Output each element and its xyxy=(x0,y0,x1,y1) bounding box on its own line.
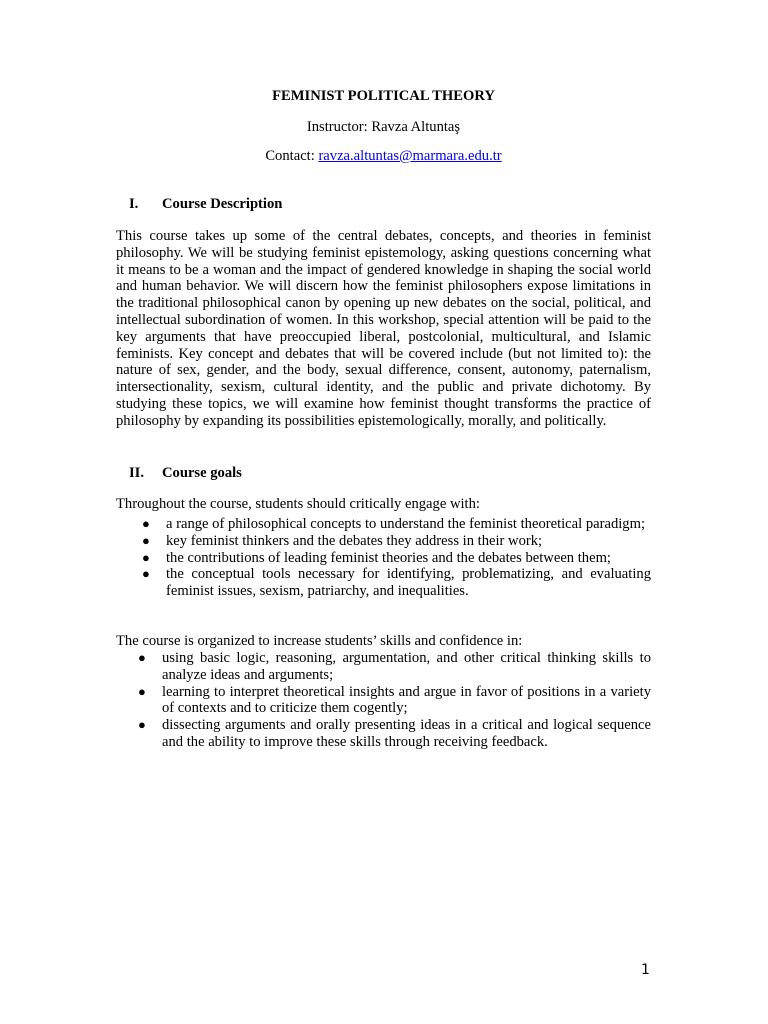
contact-line xyxy=(116,148,651,165)
bullet-icon: ● xyxy=(142,566,150,582)
bullet-icon: ● xyxy=(142,532,150,548)
section-number: II. xyxy=(129,465,145,481)
list-item xyxy=(116,550,651,567)
bullet-icon: ● xyxy=(138,650,146,665)
course-description-paragraph: This course takes up some of the central debates, concepts, and theories in feminist philosophy. We will be studying feminist epistemology, asking questions concerning what it means to be a woman and the impact of gendered knowledge in shaping the social world and human behavior. We will discern how the feminist philosophers expose limitations in the traditional philosophical canon by opening up new debates on the social, political, and intellectual subordination of women. In this workshop, special attention will be paid to the key arguments that have preoccupied liberal, postcolonial, multicultural, and Islamic feminists. Key concept and debates that will be covered include (but not limited to): the nature of sex, gender, and the body, sexual difference, consent, autonomy, paternalism, intersectionality, sexism, cultural identity, and the public and private dichotomy. By studying these topics, we will examine how feminist thought transforms the practice of philosophy by expanding its possibilities epistemologically, morally, and politically. xyxy=(116,228,651,429)
list-item xyxy=(116,717,651,751)
document-title: FEMINIST POLITICAL THEORY xyxy=(272,88,495,104)
list-item-text: the conceptual tools necessary for identifying, problematizing, and evaluating feminist issues, sexism, patriarchy, and inequalities. xyxy=(166,566,651,600)
goals-intro-paragraph: Throughout the course, students should critically engage with: xyxy=(116,496,480,512)
list-item-text: a range of philosophical concepts to understand the feminist theoretical paradigm; xyxy=(166,516,646,532)
list-item-text: the contributions of leading feminist theories and the debates between them; xyxy=(166,549,611,566)
goals-list xyxy=(116,516,651,600)
contact-email-link[interactable]: ravza.altuntas@marmara.edu.tr xyxy=(318,148,502,164)
bullet-icon: ● xyxy=(142,549,150,565)
skills-list xyxy=(116,650,651,751)
instructor-line: Instructor: Ravza Altuntaş xyxy=(306,119,461,135)
list-item-text: dissecting arguments and orally presenting ideas in a critical and logical sequence and the ability to improve these skills through receiving feedback. xyxy=(162,717,651,750)
list-item xyxy=(116,533,651,550)
bullet-icon: ● xyxy=(138,717,146,733)
list-item-text: using basic logic, reasoning, argumentation, and other critical thinking skills to analyze ideas and arguments; xyxy=(162,650,651,683)
section-number: I. xyxy=(129,196,139,212)
list-item xyxy=(116,516,651,533)
bullet-icon: ● xyxy=(138,683,146,699)
section-title: Course Description xyxy=(162,196,283,212)
list-item xyxy=(116,566,651,600)
list-item xyxy=(116,684,651,718)
list-item-text: key feminist thinkers and the debates they address in their work; xyxy=(166,532,543,549)
bullet-icon: ● xyxy=(142,516,150,531)
section-title: Course goals xyxy=(162,465,242,481)
contact-label: Contact: xyxy=(265,148,319,164)
list-item-text: learning to interpret theoretical insights and argue in favor of positions in a variety of contexts and to criticize them cogently; xyxy=(162,683,651,717)
list-item xyxy=(116,650,651,684)
page-number: 1 xyxy=(641,962,650,978)
skills-intro-paragraph: The course is organized to increase students’ skills and confidence in: xyxy=(116,633,523,649)
